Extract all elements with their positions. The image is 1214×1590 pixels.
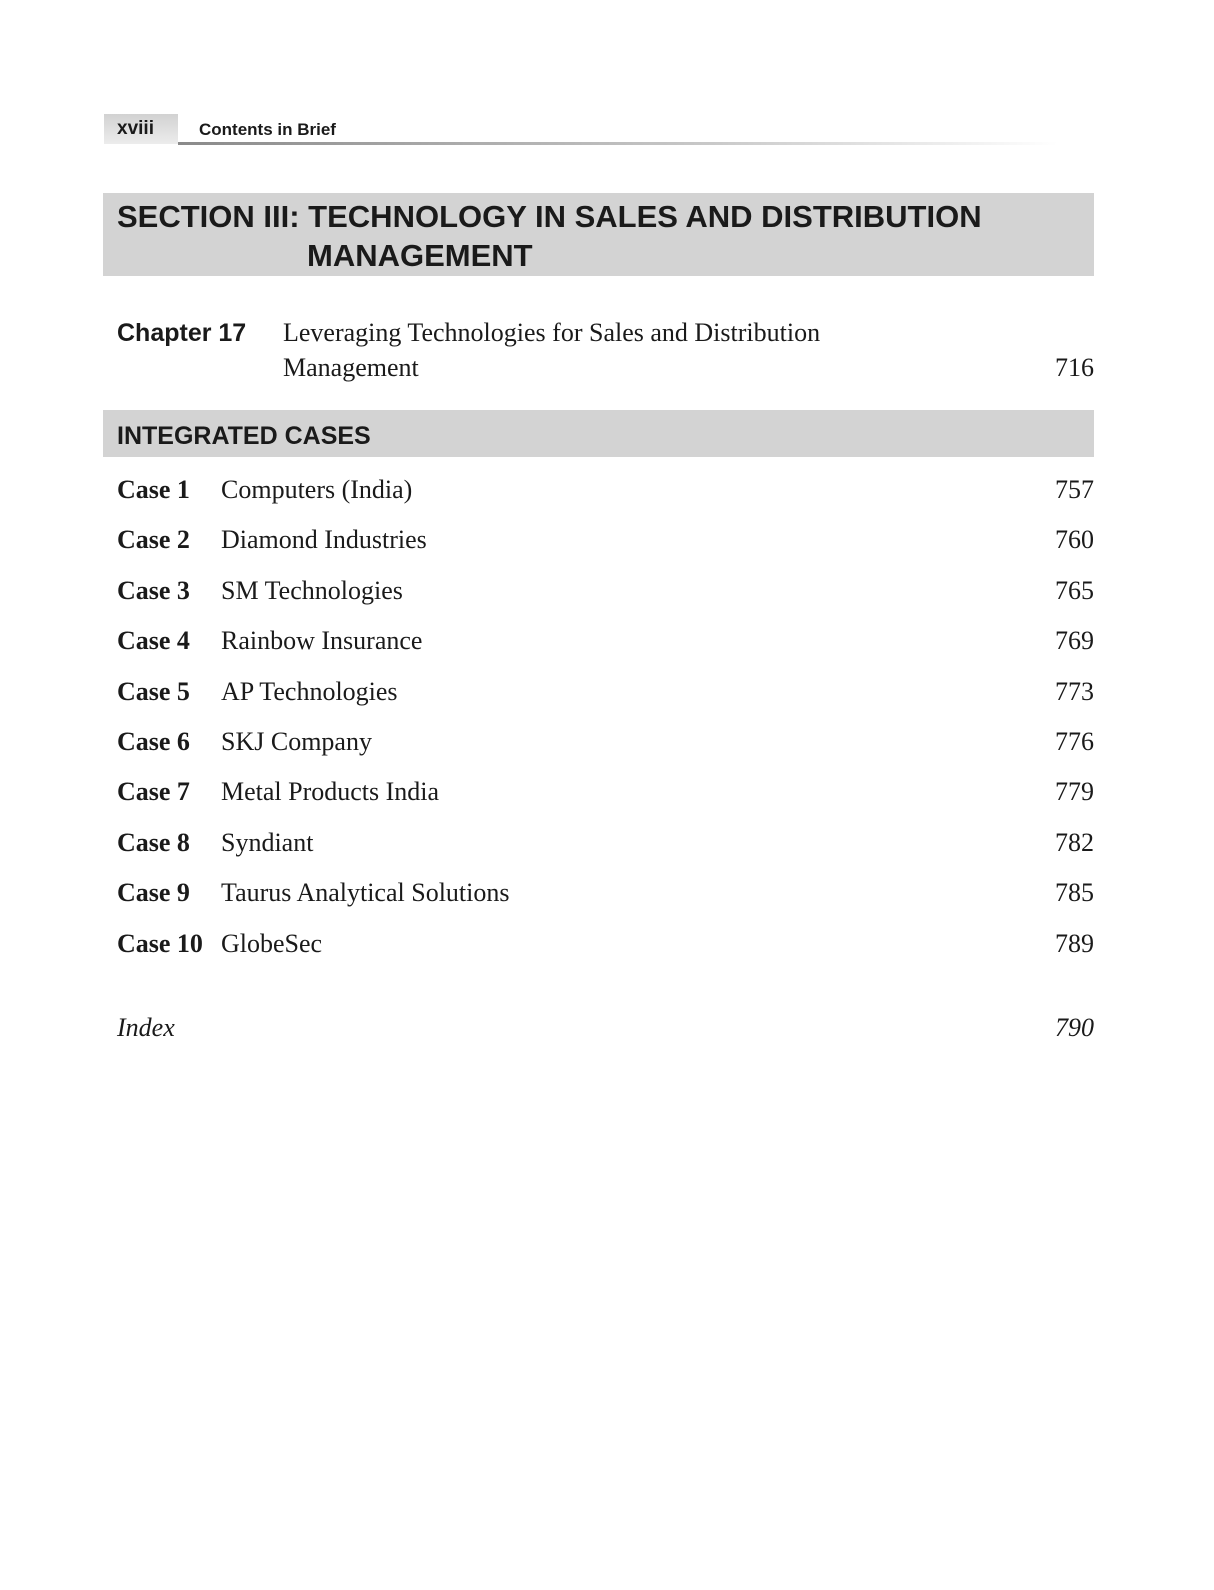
- case-page-number: 779: [1055, 777, 1094, 807]
- case-row: [0, 675, 1214, 725]
- case-title: Metal Products India: [221, 777, 440, 807]
- integrated-cases-heading: INTEGRATED CASES: [117, 422, 371, 450]
- case-page-number: 789: [1055, 928, 1094, 958]
- case-label: Case 4: [117, 626, 190, 656]
- case-title: AP Technologies: [221, 676, 398, 706]
- case-row: [0, 624, 1214, 674]
- case-label: Case 6: [117, 726, 190, 756]
- case-label: Case 2: [117, 525, 190, 555]
- case-page-number: 765: [1055, 575, 1094, 605]
- chapter-label: Chapter 17: [117, 319, 247, 347]
- case-title: Taurus Analytical Solutions: [221, 878, 510, 908]
- case-title: Rainbow Insurance: [221, 626, 423, 656]
- case-title: SM Technologies: [221, 575, 403, 605]
- case-page-number: 776: [1055, 726, 1094, 756]
- case-row: [0, 574, 1214, 624]
- chapter-page-number: 716: [1055, 353, 1094, 382]
- section-title-line1: SECTION III: TECHNOLOGY IN SALES AND DISTRIBUTION: [117, 199, 982, 234]
- case-row: [0, 473, 1214, 523]
- case-label: Case 1: [117, 475, 190, 504]
- case-page-number: 773: [1055, 676, 1094, 706]
- case-label: Case 9: [117, 878, 190, 908]
- case-title: Computers (India): [221, 475, 413, 504]
- running-head-title: Contents in Brief: [199, 120, 336, 139]
- case-label: Case 10: [117, 928, 203, 958]
- integrated-cases-band: [103, 410, 1094, 457]
- case-page-number: 769: [1055, 626, 1094, 656]
- chapter-title-line1: Leveraging Technologies for Sales and Distribution: [283, 318, 821, 347]
- case-page-number: 785: [1055, 878, 1094, 908]
- chapter-title-line2: Management: [283, 353, 419, 382]
- case-row: [0, 523, 1214, 573]
- running-head-rule: [178, 142, 1058, 145]
- case-row: [0, 826, 1214, 876]
- case-label: Case 7: [117, 777, 190, 807]
- case-row: [0, 775, 1214, 825]
- case-row: [0, 725, 1214, 775]
- index-page-number: 790: [1055, 1013, 1094, 1042]
- case-label: Case 3: [117, 575, 190, 605]
- case-list: [0, 473, 1214, 977]
- case-title: Diamond Industries: [221, 525, 427, 555]
- case-page-number: 782: [1055, 827, 1094, 857]
- case-title: SKJ Company: [221, 726, 372, 756]
- section-heading-band: [103, 193, 1094, 276]
- page-folio: xviii: [104, 114, 178, 144]
- case-page-number: 757: [1055, 475, 1094, 504]
- case-label: Case 8: [117, 827, 190, 857]
- case-page-number: 760: [1055, 525, 1094, 555]
- case-title: Syndiant: [221, 827, 314, 857]
- case-row: [0, 927, 1214, 977]
- running-head: [104, 114, 1054, 144]
- case-title: GlobeSec: [221, 928, 323, 958]
- index-label: Index: [117, 1013, 175, 1042]
- case-label: Case 5: [117, 676, 190, 706]
- case-row: [0, 876, 1214, 926]
- section-title-line2: MANAGEMENT: [307, 238, 533, 273]
